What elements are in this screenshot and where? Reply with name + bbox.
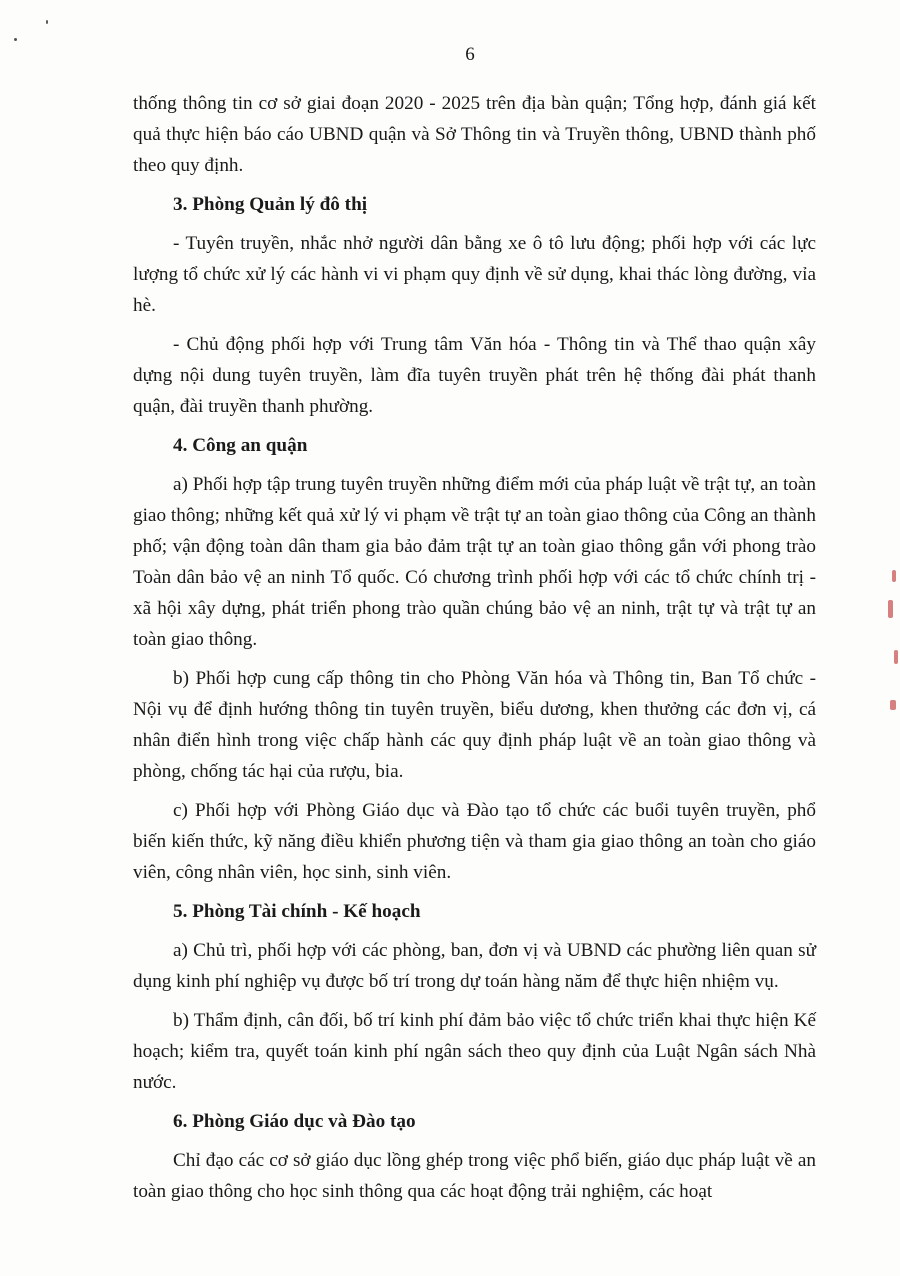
- paragraph: b) Phối hợp cung cấp thông tin cho Phòng Văn hóa và Thông tin, Ban Tổ chức - Nội vụ để định hướng thông tin tuyên truyền, biểu dương, khen thưởng các đơn vị, cá nhân điển hình trong việc chấp hành các quy định pháp luật về an toàn giao thông và phòng, chống tác hại của rượu, bia.: [133, 668, 816, 782]
- red-stamp-edge: [890, 700, 896, 710]
- red-stamp-edge: [888, 600, 893, 618]
- paragraph: a) Phối hợp tập trung tuyên truyền những điểm mới của pháp luật về trật tự, an toàn giao thông; những kết quả xử lý vi phạm về trật tự an toàn giao thông của Công an thành phố; vận động toàn dân tham gia bảo đảm trật tự an toàn giao thông gắn với phong trào Toàn dân bảo vệ an ninh Tổ quốc. Có chương trình phối hợp với các tổ chức chính trị - xã hội xây dựng, phát triển phong trào quần chúng bảo vệ an ninh, trật tự và trật tự an toàn giao thông.: [133, 474, 816, 650]
- scan-speck: [14, 38, 17, 41]
- paragraph: c) Phối hợp với Phòng Giáo dục và Đào tạo tổ chức các buổi tuyên truyền, phổ biến kiến thức, kỹ năng điều khiển phương tiện và tham gia giao thông an toàn cho giáo viên, công nhân viên, học sinh, sinh viên.: [133, 800, 816, 883]
- section-heading: 5. Phòng Tài chính - Kế hoạch: [173, 901, 421, 922]
- document-body: [133, 88, 816, 1215]
- section-heading: 3. Phòng Quản lý đô thị: [173, 194, 368, 215]
- paragraph: thống thông tin cơ sở giai đoạn 2020 - 2025 trên địa bàn quận; Tổng hợp, đánh giá kết quả thực hiện báo cáo UBND quận và Sở Thông tin và Truyền thông, UBND thành phố theo quy định.: [133, 93, 816, 176]
- paragraph: - Tuyên truyền, nhắc nhở người dân bằng xe ô tô lưu động; phối hợp với các lực lượng tổ chức xử lý các hành vi vi phạm quy định về sử dụng, khai thác lòng đường, vỉa hè.: [133, 233, 816, 316]
- paragraph: a) Chủ trì, phối hợp với các phòng, ban, đơn vị và UBND các phường liên quan sử dụng kinh phí nghiệp vụ được bố trí trong dự toán hàng năm để thực hiện nhiệm vụ.: [133, 940, 816, 992]
- red-stamp-edge: [894, 650, 898, 664]
- page-number: 6: [465, 44, 475, 65]
- section-heading: 6. Phòng Giáo dục và Đào tạo: [173, 1111, 416, 1132]
- scan-speck: [46, 20, 48, 24]
- section-heading: 4. Công an quận: [173, 435, 308, 456]
- paragraph: - Chủ động phối hợp với Trung tâm Văn hóa - Thông tin và Thể thao quận xây dựng nội dung tuyên truyền, làm đĩa tuyên truyền phát trên hệ thống đài phát thanh quận, đài truyền thanh phường.: [133, 334, 816, 417]
- paragraph: b) Thẩm định, cân đối, bố trí kinh phí đảm bảo việc tổ chức triển khai thực hiện Kế hoạch; kiểm tra, quyết toán kinh phí ngân sách theo quy định của Luật Ngân sách Nhà nước.: [133, 1010, 816, 1093]
- paragraph: Chỉ đạo các cơ sở giáo dục lồng ghép trong việc phổ biến, giáo dục pháp luật về an toàn giao thông cho học sinh thông qua các hoạt động trải nghiệm, các hoạt: [133, 1150, 816, 1202]
- red-stamp-edge: [892, 570, 896, 582]
